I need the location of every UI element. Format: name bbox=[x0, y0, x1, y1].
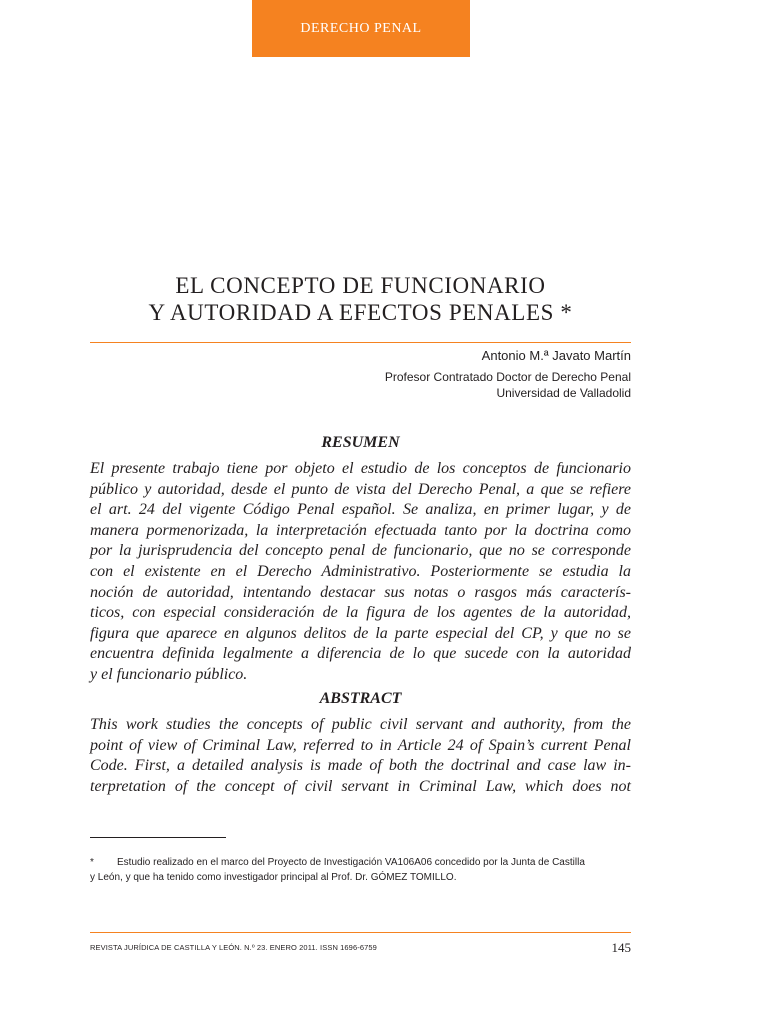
resumen-paragraph bbox=[90, 459, 631, 686]
footer-divider bbox=[90, 932, 631, 933]
resumen-line: por la jurisprudencia del concepto penal de funcionario, que no se corresponde bbox=[90, 542, 631, 560]
title-line-2: Y AUTORIDAD A EFECTOS PENALES * bbox=[148, 300, 573, 325]
footnote-mark: * bbox=[90, 857, 94, 868]
resumen-line: y el funcionario público. bbox=[90, 665, 248, 683]
resumen-line: noción de autoridad, intentando destacar sus notas o rasgos más caracterís- bbox=[90, 583, 631, 601]
abstract-line: Code. First, a detailed analysis is made of both the doctrinal and case law in- bbox=[90, 757, 631, 775]
footnote bbox=[90, 855, 631, 885]
abstract-line: point of view of Criminal Law, referred to in Article 24 of Spain’s current Penal bbox=[90, 736, 631, 754]
resumen-line: el art. 24 del vigente Código Penal español. Se analiza, en primer lugar, y de bbox=[90, 501, 631, 519]
resumen-line: ticos, con especial consideración de la figura de los agentes de la autoridad, bbox=[90, 604, 631, 622]
footnote-line: y León, y que ha tenido como investigador principal al Prof. Dr. GÓMEZ TOMILLO. bbox=[90, 872, 457, 883]
title-divider bbox=[90, 342, 631, 343]
resumen-line: figura que aparece en algunos delitos de la parte especial del CP, y que no se bbox=[90, 624, 631, 642]
resumen-line: público y autoridad, desde el punto de vista del Derecho Penal, a que se refiere bbox=[90, 480, 631, 498]
page-number: 145 bbox=[611, 940, 631, 955]
resumen-line: manera pormenorizada, la interpretación efectuada tanto por la doctrina como bbox=[90, 521, 631, 539]
journal-citation: REVISTA JURÍDICA DE CASTILLA Y LEÓN. N.º 23. ENERO 2011. ISSN 1696-6759 bbox=[90, 943, 377, 952]
footnote-divider bbox=[90, 837, 226, 838]
section-tab: DERECHO PENAL bbox=[252, 0, 470, 57]
resumen-line: El presente trabajo tiene por objeto el estudio de los conceptos de funcionario bbox=[90, 460, 631, 477]
footnote-text-1: Estudio realizado en el marco del Proyecto de Investigación VA106A06 concedido por la Junta de Castilla bbox=[117, 857, 585, 868]
footnote-line bbox=[90, 855, 631, 870]
abstract-line: This work studies the concepts of public civil servant and authority, from the bbox=[90, 716, 631, 733]
title-line-1: EL CONCEPTO DE FUNCIONARIO bbox=[175, 273, 546, 298]
author-affiliation bbox=[385, 369, 631, 401]
resumen-line: con el existente en el Derecho Administrativo. Posteriormente se estudia la bbox=[90, 562, 631, 580]
author-name: Antonio M.ª Javato Martín bbox=[481, 348, 631, 363]
resumen-heading: RESUMEN bbox=[321, 434, 400, 451]
abstract-paragraph bbox=[90, 715, 631, 797]
article-title bbox=[90, 272, 631, 326]
abstract-heading: ABSTRACT bbox=[319, 690, 402, 707]
resumen-line: encuentra definida legalmente a diferencia de lo que sucede con la autoridad bbox=[90, 645, 631, 663]
affiliation-line-1: Profesor Contratado Doctor de Derecho Penal bbox=[384, 370, 631, 384]
affiliation-line-2: Universidad de Valladolid bbox=[496, 386, 631, 400]
abstract-line: terpretation of the concept of civil servant in Criminal Law, which does not bbox=[90, 777, 631, 795]
